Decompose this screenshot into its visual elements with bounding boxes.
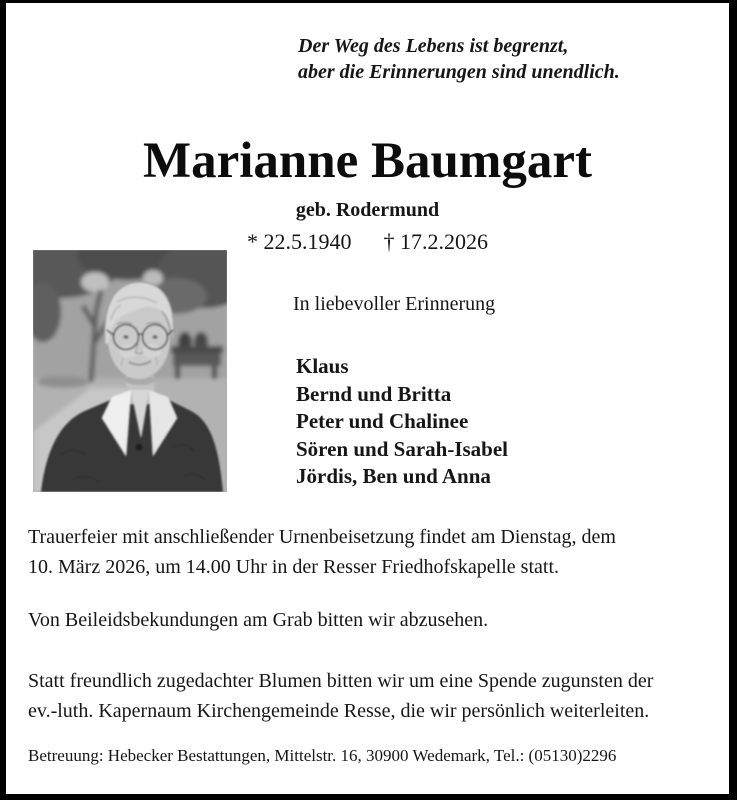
memorial-intro: In liebevoller Erinnerung [293,293,496,315]
epigraph [298,33,620,85]
mourner-name: Sören und Sarah-Isabel [296,436,509,461]
mourner-name: Jördis, Ben und Anna [296,464,491,488]
epigraph-line-2: aber die Erinnerungen sind unendlich. [298,61,620,83]
portrait-photo [33,250,227,492]
mourner-name: Peter und Chalinee [296,409,469,433]
portrait-illustration [33,250,227,492]
mourner-name: Bernd und Britta [296,381,452,406]
funeral-announcement-line-1: Trauerfeier mit anschließender Urnenbeisetzung findet am Dienstag, dem [28,526,616,548]
funeral-home-info: Betreuung: Hebecker Bestattungen, Mittelstr. 16, 30900 Wedemark, Tel.: (05130)2296 [28,746,617,765]
mourners-list [296,353,508,491]
death-date: † 17.2.2026 [383,229,488,254]
mourner-name: Klaus [296,354,349,378]
donation-request [28,666,653,726]
epigraph-line-1: Der Weg des Lebens ist begrenzt, [298,35,569,57]
condolence-note: Von Beileidsbekundungen am Grab bitten wir abzusehen. [28,609,489,631]
maiden-name: geb. Rodermund [295,199,440,221]
funeral-announcement-line-2: 10. März 2026, um 14.00 Uhr in der Resser Friedhofskapelle statt. [28,556,560,578]
donation-request-line-2: ev.-luth. Kapernaum Kirchengemeinde Resse, die wir persönlich weiterleiten. [28,700,650,722]
funeral-announcement [28,522,616,582]
deceased-name: Marianne Baumgart [142,133,593,189]
donation-request-line-1: Statt freundlich zugedachter Blumen bitten wir um eine Spende zugunsten der [28,670,654,692]
birth-date: * 22.5.1940 [247,229,352,254]
obituary-card [6,3,729,794]
